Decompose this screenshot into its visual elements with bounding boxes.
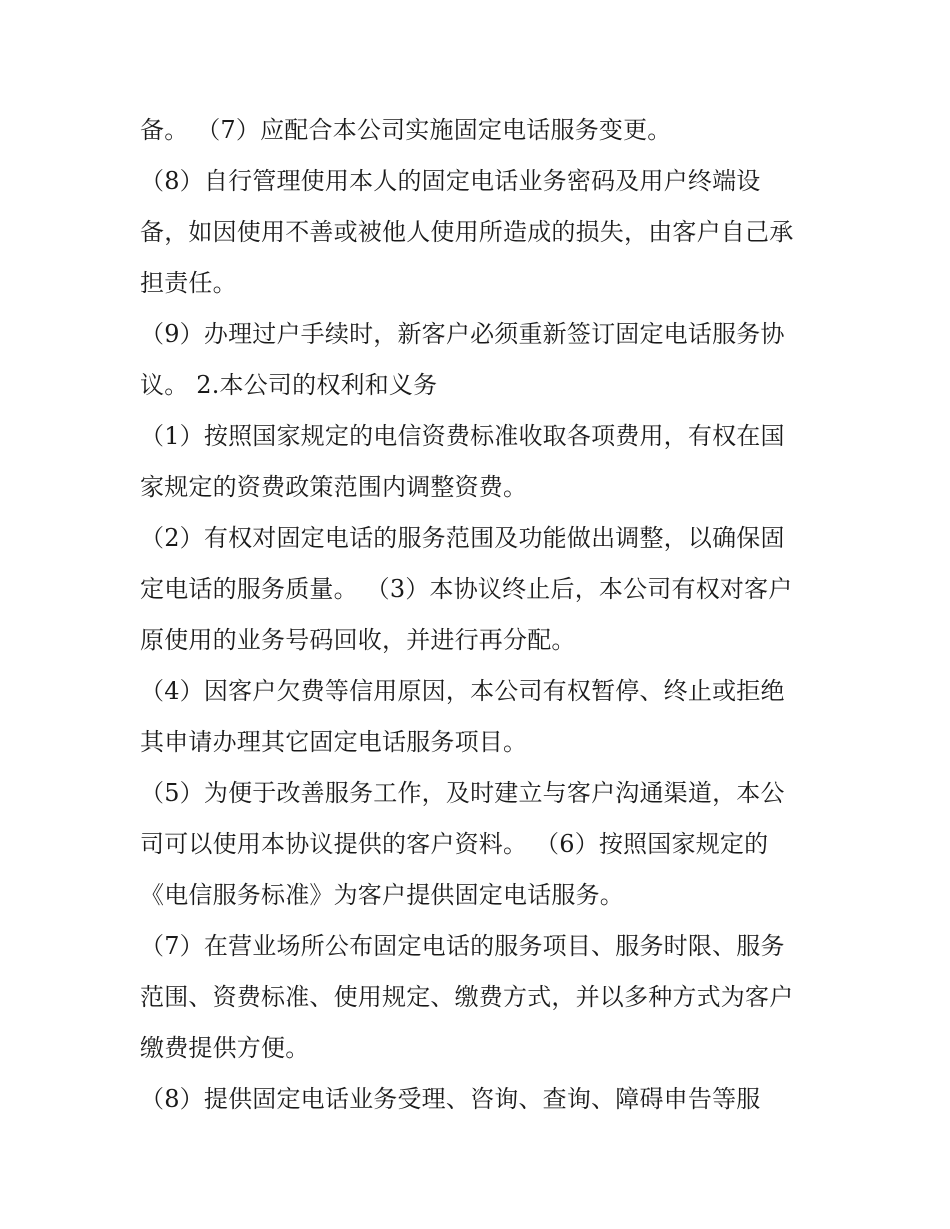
text-line: 范围、资费标准、使用规定、缴费方式，并以多种方式为客户 [140, 983, 794, 1011]
text-line: （8）提供固定电话业务受理、咨询、查询、障碍申告等服 [140, 1085, 761, 1113]
text-line: 家规定的资费政策范围内调整资费。 [140, 473, 528, 501]
text-line: 原使用的业务号码回收，并进行再分配。 [140, 626, 576, 654]
text-line: 备。 （7）应配合本公司实施固定电话服务变更。 [140, 116, 672, 144]
text-line: 议。 2.本公司的权利和义务 [140, 371, 438, 399]
text-line: 其申请办理其它固定电话服务项目。 [140, 728, 528, 756]
text-line: 备，如因使用不善或被他人使用所造成的损失，由客户自己承 [140, 218, 794, 246]
text-line: （5）为便于改善服务工作，及时建立与客户沟通渠道，本公 [140, 779, 785, 807]
text-line: （1）按照国家规定的电信资费标准收取各项费用，有权在国 [140, 422, 785, 450]
text-line: （8）自行管理使用本人的固定电话业务密码及用户终端设 [140, 167, 761, 195]
text-line: 《电信服务标准》为客户提供固定电话服务。 [140, 881, 624, 909]
text-line: （4）因客户欠费等信用原因，本公司有权暂停、终止或拒绝 [140, 677, 785, 705]
text-line: 定电话的服务质量。 （3）本协议终止后，本公司有权对客户 [140, 575, 793, 603]
text-line: （2）有权对固定电话的服务范围及功能做出调整，以确保固 [140, 524, 785, 552]
text-line: 担责任。 [140, 269, 237, 297]
text-line: （9）办理过户手续时，新客户必须重新签订固定电话服务协 [140, 320, 785, 348]
text-line: 缴费提供方便。 [140, 1034, 310, 1062]
text-line: （7）在营业场所公布固定电话的服务项目、服务时限、服务 [140, 932, 785, 960]
text-line: 司可以使用本协议提供的客户资料。 （6）按照国家规定的 [140, 830, 769, 858]
